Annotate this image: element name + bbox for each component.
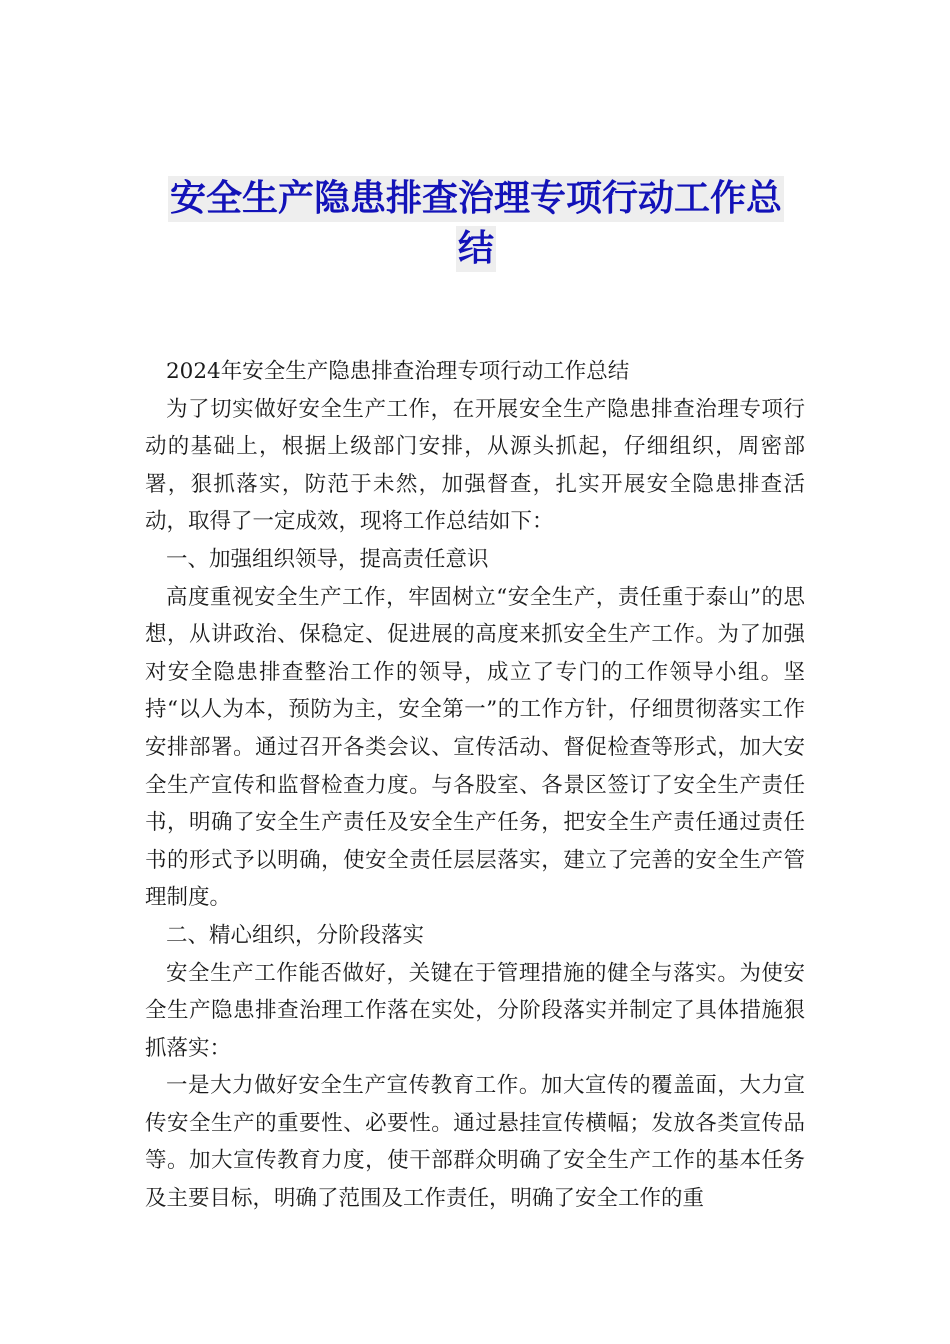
subtitle-paragraph: 2024年安全生产隐患排查治理专项行动工作总结 xyxy=(166,359,630,384)
title-line-1: 安全生产隐患排查治理专项行动工作总 xyxy=(168,176,784,222)
document-body xyxy=(145,353,805,1218)
intro-paragraph: 为了切实做好安全生产工作，在开展安全生产隐患排查治理专项行动的基础上，根据上级部门安排，从源头抓起，仔细组织，周密部署，狠抓落实，防范于未然，加强督查，扎实开展安全隐患排查活动，取得了一定成效，现将工作总结如下： xyxy=(145,396,805,535)
section-2-paragraph: 安全生产工作能否做好，关键在于管理措施的健全与落实。为使安全生产隐患排查治理工作落在实处，分阶段落实并制定了具体措施狠抓落实： xyxy=(145,960,805,1061)
section-1-paragraph: 高度重视安全生产工作，牢固树立“安全生产，责任重于泰山”的思想，从讲政治、保稳定、促进展的高度来抓安全生产工作。为了加强对安全隐患排查整治工作的领导，成立了专门的工作领导小组。坚持“以人为本，预防为主，安全第一”的工作方针，仔细贯彻落实工作安排部署。通过召开各类会议、宣传活动、督促检查等形式，加大安全生产宣传和监督检查力度。与各股室、各景区签订了安全生产责任书，明确了安全生产责任及安全生产任务，把安全生产责任通过责任书的形式予以明确，使安全责任层层落实，建立了完善的安全生产管理制度。 xyxy=(145,584,805,911)
section-2-item-1-paragraph: 一是大力做好安全生产宣传教育工作。加大宣传的覆盖面，大力宣传安全生产的重要性、必要性。通过悬挂宣传横幅；发放各类宣传品等。加大宣传教育力度，使干部群众明确了安全生产工作的基本任务及主要目标，明确了范围及工作责任，明确了安全工作的重 xyxy=(145,1073,805,1212)
section-heading-2: 二、精心组织，分阶段落实 xyxy=(166,922,425,948)
document-title xyxy=(146,176,806,272)
section-heading-1: 一、加强组织领导，提高责任意识 xyxy=(166,546,489,572)
title-line-2: 结 xyxy=(456,226,496,272)
